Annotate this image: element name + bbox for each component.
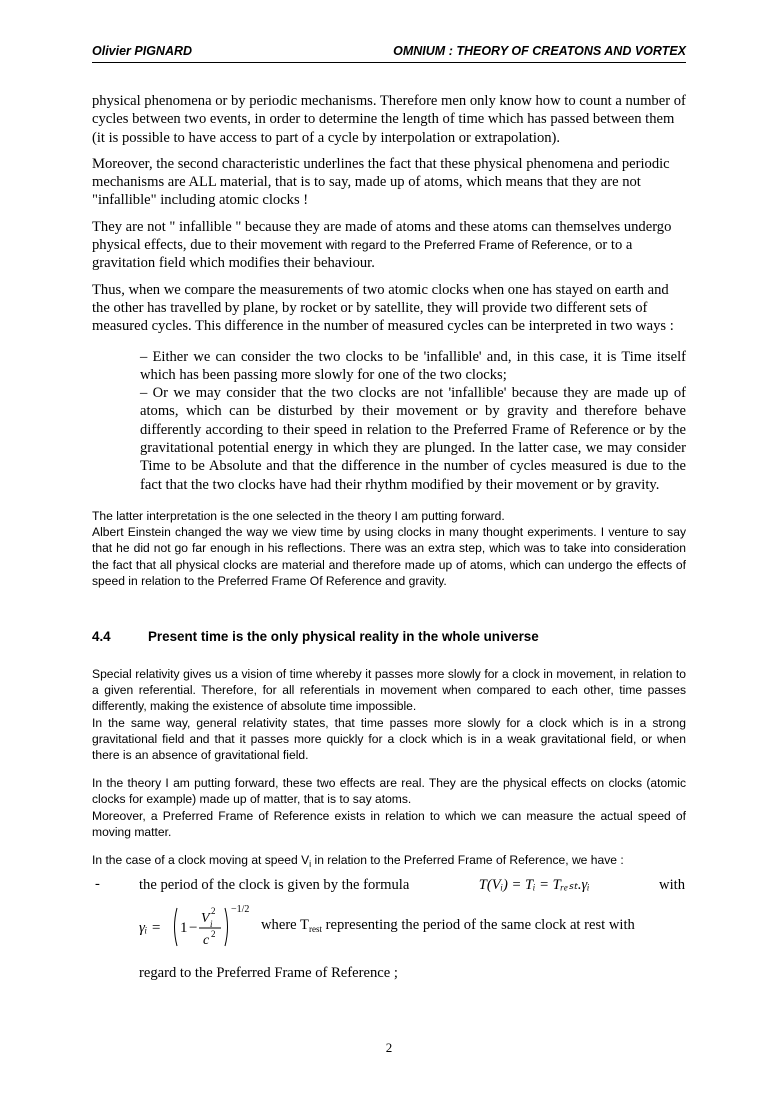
gamma-lhs: γᵢ =	[139, 920, 162, 937]
svg-text:c: c	[203, 933, 210, 949]
page-number: 2	[385, 1040, 393, 1055]
paragraph: Moreover, a Preferred Frame of Reference exists in relation to which we can measure the actual speed of moving matter.	[92, 808, 686, 839]
paragraph-part: In the case of a clock moving at speed V	[92, 852, 310, 867]
bullet-list	[140, 348, 686, 494]
gamma-exponent: −1/2	[231, 904, 250, 916]
gamma-formula	[139, 900, 257, 954]
formula-list-item	[92, 876, 686, 983]
header-title: OMNIUM : THEORY OF CREATONS AND VORTEX	[393, 44, 686, 58]
paragraph: Special relativity gives us a vision of time whereby it passes more slowly for a clock in movement, in relation to a given referential. Therefore, for all referentials in movement when compared to each other, time passes differently, making the existence of absolute time impossible.	[92, 666, 686, 714]
paragraph: In the same way, general relativity states, that time passes more slowly for a clock which is in a strong gravitational field and that it passes more quickly for a clock which is in a weak gravitational field, or when there is an absence of gravitational field.	[92, 715, 686, 762]
svg-text:2: 2	[211, 929, 216, 940]
section-heading	[92, 629, 686, 644]
svg-text:2: 2	[211, 906, 216, 917]
paragraph-part: in relation to the Preferred Frame of Reference, we have :	[311, 852, 624, 867]
section-title: Present time is the only physical reality in the whole universe	[148, 628, 539, 644]
formula-with: with	[659, 877, 685, 894]
paragraph-part: They are not " infallible " because they are made of atoms and these atoms can themselves undergo physical effects, due to their movement	[92, 218, 672, 254]
paragraph: Albert Einstein changed the way we view time by using clocks in many thought experiments. I venture to say that he did not go far enough in his reflections. There was an extra step, which was to take into consideration the fact that all physical clocks are material and therefore made up of atoms, which can undergo the effects of speed in relation to the Preferred Frame Of Reference and gravity.	[92, 525, 686, 588]
paragraph	[92, 852, 686, 872]
paragraph: Thus, when we compare the measurements of two atomic clocks when one has stayed on earth and the other has travelled by plane, by rocket or by satellite, they will provide two different sets of measured cycles. This difference in the number of measured cycles can be interpreted in two ways :	[92, 281, 674, 335]
paragraph: The latter interpretation is the one selected in the theory I am putting forward.	[92, 508, 505, 523]
svg-text:−: −	[189, 920, 198, 937]
gamma-definition	[139, 900, 685, 954]
svg-text:V: V	[201, 911, 210, 927]
svg-text:i: i	[210, 919, 213, 930]
paragraph: physical phenomena or by periodic mechanisms. Therefore men only know how to count a number of cycles between two events, in order to determine the length of time which has passed between them (it is possible to have access to part of a cycle by interpolation or extrapolation).	[92, 93, 686, 146]
subscript: i	[309, 858, 312, 869]
svg-text:1: 1	[180, 920, 188, 937]
paragraph	[92, 218, 686, 273]
bullet-item: – Either we can consider the two clocks to be 'infallible' and, in this case, it is Time itself which has been passing more slowly for one of the two clocks;	[140, 348, 686, 383]
regard-text: regard to the Preferred Frame of Reference ;	[139, 965, 398, 982]
formula-intro: the period of the clock is given by the formula	[139, 877, 410, 894]
page-header	[92, 42, 686, 63]
page-content	[92, 92, 686, 983]
where-text: where $T_{rest}$ representing the period of the same clock at rest with	[261, 917, 635, 935]
paragraph-part: or to a gravitation field which modifies their behaviour.	[92, 237, 633, 272]
header-author: Olivier PIGNARD	[92, 44, 193, 58]
period-formula: T(Vᵢ) = Tᵢ = Tᵣₑₛₜ.γᵢ	[478, 877, 590, 894]
paragraph: Moreover, the second characteristic underlines the fact that these physical phenomena and periodic mechanisms are ALL material, that is to say, made up of atoms, which means that they are not "infallible" including atomic clocks !	[92, 155, 670, 209]
paragraph-part: with regard to the Preferred Frame of Reference,	[325, 238, 592, 253]
section-number: 4.4	[92, 628, 111, 644]
paragraph: In the theory I am putting forward, these two effects are real. They are the physical effects on clocks (atomic clocks for example) made up of matter, that is to say atoms.	[92, 776, 686, 807]
bullet-item: – Or we may consider that the two clocks are not 'infallible' because they are made up of atoms, which can be disturbed by their movement or by gravity and therefore behave differently according to their speed in relation to the Preferred Frame of Reference or by the gravitational potential energy in which they are plunged. In the latter case, we may consider Time to be Absolute and that the difference in the number of cycles measured is due to the fact that the two clocks have had their rhythm modified by their movement or by gravity.	[140, 385, 686, 493]
list-dash: -	[95, 876, 100, 893]
